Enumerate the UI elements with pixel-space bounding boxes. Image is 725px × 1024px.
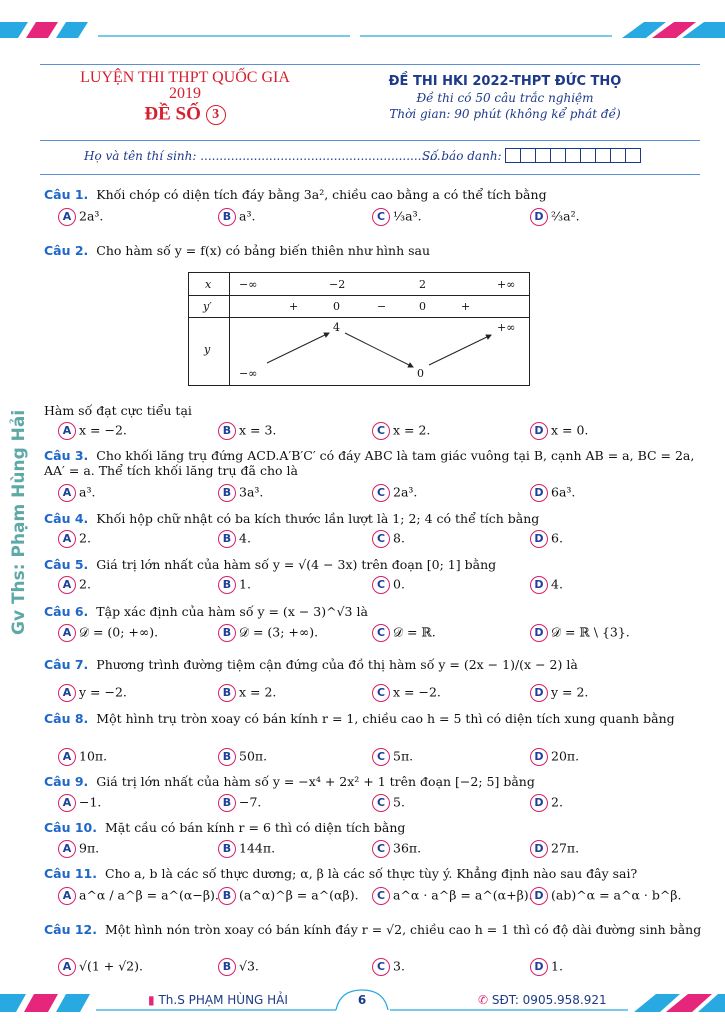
option-a[interactable]: A 9π. [58,840,99,858]
option-b[interactable]: B 4. [218,530,251,548]
option-c[interactable]: C a^α · a^β = a^(α+β). [372,887,533,905]
vt-x-value: −∞ [239,278,258,291]
option-c[interactable]: C 5. [372,794,405,812]
question-5-number: Câu 5. [44,557,89,572]
option-a[interactable]: A a^α / a^β = a^(α−β). [58,887,219,905]
option-a[interactable]: A 2a³. [58,208,103,226]
question-3-options [44,484,704,506]
vt-x-value: +∞ [497,278,516,291]
question-4 [44,511,704,526]
vt-sign: 0 [419,300,426,313]
option-b[interactable]: B 𝒟 = (3; +∞). [218,624,318,642]
vt-y-value: −∞ [239,367,258,380]
option-b[interactable]: B a³. [218,208,255,226]
option-c[interactable]: C x = 2. [372,422,430,440]
question-6-options [44,624,704,646]
vt-sign: − [377,300,387,313]
vt-y-value: 4 [333,321,340,334]
option-c[interactable]: C ⅓a³. [372,208,422,226]
option-b[interactable]: B 50π. [218,748,267,766]
page-number: 6 [357,993,367,1007]
question-11-text: Cho a, b là các số thực dương; α, β là các số thực tùy ý. Khẳng định nào sau đây sai? [105,866,638,881]
question-3 [44,448,704,478]
option-c[interactable]: C 0. [372,576,405,594]
question-8-number: Câu 8. [44,711,89,726]
question-4-text: Khối hộp chữ nhật có ba kích thước lần lượt là 1; 2; 4 có thể tích bằng [96,511,540,526]
series-line2: 2019 [169,85,201,102]
option-b[interactable]: B x = 3. [218,422,276,440]
option-d[interactable]: D 27π. [530,840,579,858]
vt-x-value: 2 [419,278,426,291]
exam-code [40,105,330,125]
question-10-number: Câu 10. [44,820,98,835]
option-b[interactable]: B −7. [218,794,261,812]
vt-x-value: −2 [329,278,346,291]
question-7-text: Phương trình đường tiệm cận đứng của đồ thị hàm số y = (2x − 1)/(x − 2) là [96,657,578,672]
option-b[interactable]: B 3a³. [218,484,263,502]
option-c[interactable]: C 2a³. [372,484,417,502]
option-a[interactable]: A x = −2. [58,422,127,440]
question-12 [44,922,704,937]
question-4-number: Câu 4. [44,511,89,526]
exam-title: ĐỀ THI HKI 2022-THPT ĐỨC THỌ [388,74,622,89]
question-12-number: Câu 12. [44,922,98,937]
question-5 [44,557,704,572]
exam-info [360,74,650,121]
question-2-text: Cho hàm số y = f(x) có bảng biến thiên như hình sau [96,243,431,258]
exam-question-count: Đề thi có 50 câu trắc nghiệm [416,91,594,105]
option-a[interactable]: A 𝒟 = (0; +∞). [58,624,158,642]
vt-arrows [189,273,529,385]
question-8-text: Một hình trụ tròn xoay có bán kính r = 1, chiều cao h = 5 thì có diện tích xung quanh bằng [96,711,675,726]
option-d[interactable]: D 6. [530,530,563,548]
question-7 [44,657,704,672]
option-d[interactable]: D ⅔a². [530,208,580,226]
question-11-number: Câu 11. [44,866,98,881]
vt-x-label: x [205,278,212,291]
variation-table [188,272,530,386]
question-7-options [44,684,704,706]
option-c[interactable]: C x = −2. [372,684,441,702]
header-mid-rule [40,140,700,141]
option-d[interactable]: D 1. [530,958,563,976]
option-a[interactable]: A 10π. [58,748,107,766]
option-d[interactable]: D (ab)^α = a^α · b^β. [530,887,682,905]
svg-text:Gv Ths: Phạm Hùng Hải: Gv Ths: Phạm Hùng Hải [9,409,29,635]
option-c[interactable]: C 5π. [372,748,413,766]
question-6 [44,604,704,619]
question-10-options [44,840,704,862]
question-7-number: Câu 7. [44,657,89,672]
question-2-options [44,422,704,444]
vt-y-value: 0 [417,367,424,380]
option-b[interactable]: B 144π. [218,840,275,858]
header-bottom-rule [40,174,700,175]
option-c[interactable]: C 8. [372,530,405,548]
option-d[interactable]: D 6a³. [530,484,575,502]
candidate-name-field: Họ và tên thí sinh: ................................................................ [84,149,445,163]
side-author-text [7,390,29,640]
option-d[interactable]: D x = 0. [530,422,588,440]
top-decor-bar [0,18,725,40]
question-1 [44,187,704,202]
option-a[interactable]: A 2. [58,530,91,548]
exam-time: Thời gian: 90 phút (không kể phát đề) [389,107,621,121]
document-icon: ▮ [148,993,155,1007]
option-c[interactable]: C 36π. [372,840,421,858]
question-11-options [44,887,704,909]
question-5-text: Giá trị lớn nhất của hàm số y = √(4 − 3x) trên đoạn [0; 1] bằng [96,557,497,572]
option-b[interactable]: B (a^α)^β = a^(αβ). [218,887,359,905]
footer-phone [478,993,607,1007]
question-3-number: Câu 3. [44,448,89,463]
question-12-options [44,958,704,980]
option-a[interactable]: A −1. [58,794,101,812]
question-5-options [44,576,704,598]
option-c[interactable]: C 𝒟 = ℝ. [372,624,436,642]
exam-code-number: 3 [206,105,226,125]
question-10-text: Mặt cầu có bán kính r = 6 thì có diện tích bằng [105,820,406,835]
option-a[interactable]: A √(1 + √2). [58,958,143,976]
header-top-rule [40,64,700,65]
footer-author [148,993,288,1007]
vt-sign: + [289,300,299,313]
footer-phone-number: SĐT: 0905.958.921 [491,993,607,1007]
sbd-boxes [506,148,641,163]
vt-y-value: +∞ [497,321,516,334]
footer-author-name: Th.S PHẠM HÙNG HẢI [158,993,288,1007]
option-a[interactable]: A 2. [58,576,91,594]
question-2-stem: Hàm số đạt cực tiểu tại [44,403,192,418]
option-d[interactable]: D 𝒟 = ℝ \ {3}. [530,624,630,642]
series-line1: LUYỆN THI THPT QUỐC GIA [80,69,290,86]
vt-yp-label: y′ [203,300,212,313]
question-9 [44,774,704,789]
option-b[interactable]: B x = 2. [218,684,276,702]
question-2 [44,243,704,258]
option-d[interactable]: D y = 2. [530,684,588,702]
question-9-text: Giá trị lớn nhất của hàm số y = −x⁴ + 2x² + 1 trên đoạn [−2; 5] bằng [96,774,535,789]
question-10 [44,820,704,835]
question-1-text: Khối chóp có diện tích đáy bằng 3a², chiều cao bằng a có thể tích bằng [96,187,547,202]
phone-icon: ✆ [478,993,489,1007]
option-d[interactable]: D 2. [530,794,563,812]
option-b[interactable]: B √3. [218,958,259,976]
option-d[interactable]: D 20π. [530,748,579,766]
option-a[interactable]: A a³. [58,484,95,502]
question-1-options [44,208,704,230]
question-3-text: Cho khối lăng trụ đứng ACD.A′B′C′ có đáy ABC là tam giác vuông tại B, cạnh AB = a, BC = 2a, AA′ = a. Thể tích khối lăng trụ đã cho là [44,448,695,478]
question-8-options [44,748,704,770]
option-c[interactable]: C 3. [372,958,405,976]
option-a[interactable]: A y = −2. [58,684,127,702]
question-2-number: Câu 2. [44,243,89,258]
vt-sign: 0 [333,300,340,313]
option-b[interactable]: B 1. [218,576,251,594]
option-d[interactable]: D 4. [530,576,563,594]
question-6-number: Câu 6. [44,604,89,619]
question-8 [44,711,704,726]
sbd-label: Số báo danh: [422,149,502,163]
vt-y-label: y [204,343,211,356]
question-4-options [44,530,704,552]
question-9-options [44,794,704,816]
vt-sign: + [461,300,471,313]
question-6-text: Tập xác định của hàm số y = (x − 3)^√3 là [96,604,368,619]
question-1-number: Câu 1. [44,187,89,202]
question-11 [44,866,704,881]
exam-code-prefix: ĐỀ SỐ [144,103,201,125]
exam-series-title [40,70,330,125]
question-12-text: Một hình nón tròn xoay có bán kính đáy r = √2, chiều cao h = 1 thì có độ dài đường sinh bằng [105,922,702,937]
question-9-number: Câu 9. [44,774,89,789]
